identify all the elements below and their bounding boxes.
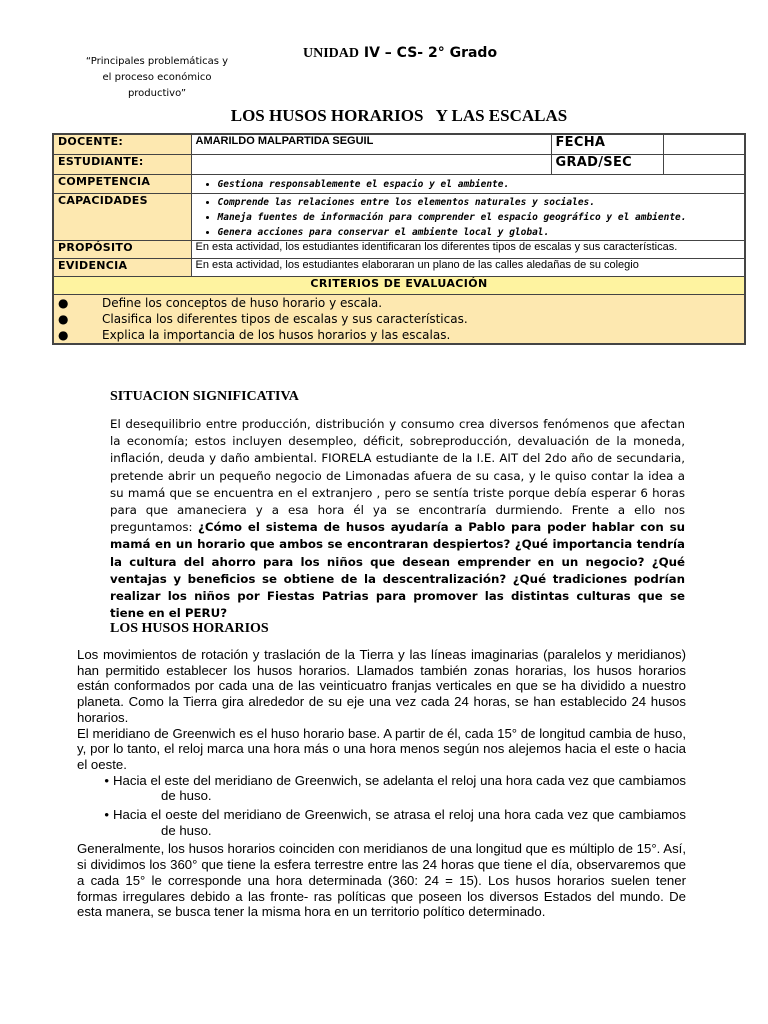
fecha-value[interactable]	[663, 134, 745, 154]
husos-bullet-text: Hacia el oeste del meridiano de Greenwich, se atrasa el reloj una hora cada vez que cambiamos de huso.	[113, 807, 686, 838]
capacidad-item: • Genera acciones para conservar el ambiente local y global.	[218, 225, 741, 240]
evidencia-label: EVIDENCIA	[53, 258, 191, 276]
bullet-icon: ●	[58, 295, 69, 310]
gradsec-value[interactable]	[663, 154, 745, 174]
unit-subtitle	[82, 54, 232, 102]
situacion-heading: SITUACION SIGNIFICATIVA	[110, 389, 299, 404]
criterio-item	[58, 327, 740, 343]
criterios-heading: CRITERIOS DE EVALUACIÓN	[53, 276, 745, 294]
criterio-text: Define los conceptos de huso horario y escala.	[102, 295, 383, 310]
criterio-item	[58, 311, 740, 327]
criterio-text: Explica la importancia de los husos horarios y las escalas.	[102, 327, 451, 342]
subtitle-line: “Principales problemáticas y	[85, 56, 229, 67]
situacion-text: El desequilibrio entre producción, distribución y consumo crea diversos fenómenos que afectan la economía; estos incluyen desempleo, déficit, sobreproducción, devaluación de la moneda, inflación, deuda y daño ambiental. FIORELA estudiante de la I.E. AIT del 2do año de secundaria, pretende abrir un pequeño negocio de Limonadas afuera de su casa, y le quiso contar la idea a su mamá que se encuentra en el extranjero , pero se sentía triste porque debía esperar 6 horas para que amaneciera y a esa hora él ya se encontraría durmiendo. Frente a ello nos preguntamos:	[110, 417, 685, 535]
competencia-label: COMPETENCIA	[53, 174, 191, 193]
proposito-label: PROPÓSITO	[53, 240, 191, 258]
husos-paragraph: Generalmente, los husos horarios coinciden con meridianos de una longitud que es múltiplo de 15°. Así, si dividimos los 360° que tiene la esfera terrestre entre las 24 horas que tiene el día, observaremos que a cada 15° le corresponde una hora determinada (360: 24 = 15). Los husos horarios suelen tener formas irregulares debido a las fronte- ras políticas que poseen los diversos Estados del mundo. De esta manera, se busca tener la misma hora en un territorio político determinado.	[77, 841, 686, 920]
gradsec-label: GRAD/SEC	[551, 154, 663, 174]
criterio-text: Clasifica los diferentes tipos de escalas y sus características.	[102, 311, 468, 326]
competencia-cell	[191, 174, 745, 193]
husos-paragraph: Los movimientos de rotación y traslación de la Tierra y las líneas imaginarias (paralelos y meridianos) han permitido establecer los husos horarios. Llamados también zonas horarias, los husos horarios están conformados por cada una de las veinticuatro franjas verticales en que se ha dividido a nuestro planeta. Como la Tierra gira alrededor de su eje una vez cada 24 horas, se han establecido 24 husos horarios.	[77, 647, 686, 725]
unit-label: UNIDAD	[303, 46, 359, 61]
husos-paragraph: El meridiano de Greenwich es el huso horario base. A partir de él, cada 15° de longitud cambia de huso, y, por lo tanto, el reloj marca una hora más o una hora menos según nos alejemos hacia el este o hacia el oeste.	[77, 725, 686, 772]
competencia-item: • Gestiona responsablemente el espacio y el ambiente.	[218, 177, 741, 192]
info-table	[52, 133, 746, 345]
husos-bullet	[77, 807, 686, 838]
subtitle-line: el proceso económico	[102, 72, 212, 83]
fecha-label: FECHA	[551, 134, 663, 154]
bullet-icon: ●	[58, 327, 69, 342]
criterios-list	[53, 294, 745, 344]
criterio-item	[58, 295, 740, 311]
capacidades-cell	[191, 193, 745, 240]
page-title: LOS HUSOS HORARIOS Y LAS ESCALAS	[230, 106, 568, 125]
evidencia-value: En esta actividad, los estudiantes elaboraran un plano de las calles aledañas de su colegio	[191, 258, 745, 276]
husos-bullet	[77, 773, 686, 804]
subtitle-line: productivo”	[127, 88, 187, 99]
bullet-icon: ●	[58, 311, 69, 326]
situacion-paragraph	[110, 416, 685, 622]
proposito-value: En esta actividad, los estudiantes identificaran los diferentes tipos de escalas y sus características.	[191, 240, 745, 258]
husos-bullet-text: Hacia el este del meridiano de Greenwich, se adelanta el reloj una hora cada vez que cambiamos de huso.	[113, 772, 686, 804]
husos-body	[77, 647, 686, 920]
husos-heading: LOS HUSOS HORARIOS	[110, 621, 269, 636]
capacidad-item: • Maneja fuentes de información para comprender el espacio geográfico y el ambiente.	[218, 210, 741, 225]
docente-label: DOCENTE:	[53, 134, 191, 154]
unit-heading	[303, 45, 497, 62]
unit-value: IV – CS- 2° Grado	[359, 45, 498, 61]
capacidades-label: CAPACIDADES	[53, 193, 191, 240]
estudiante-value[interactable]	[191, 154, 551, 174]
capacidad-item: • Comprende las relaciones entre los elementos naturales y sociales.	[218, 195, 741, 210]
bullet-icon: •	[104, 772, 109, 788]
estudiante-label: ESTUDIANTE:	[53, 154, 191, 174]
bullet-icon: •	[104, 807, 109, 823]
situacion-questions: ¿Cómo el sistema de husos ayudaría a Pablo para poder hablar con su mamá en un horario que ambos se encontraran despiertos? ¿Qué importancia tendría la cultura del ahorro para los niños que desean emprender en un negocio? ¿Qué ventajas y beneficios se obtiene de la descentralización? ¿Qué tradiciones podrían realizar los niños por Fiestas Patrias para promover las distintas culturas que se tiene en el PERU?	[110, 520, 686, 621]
docente-value: AMARILDO MALPARTIDA SEGUIL	[191, 134, 551, 154]
